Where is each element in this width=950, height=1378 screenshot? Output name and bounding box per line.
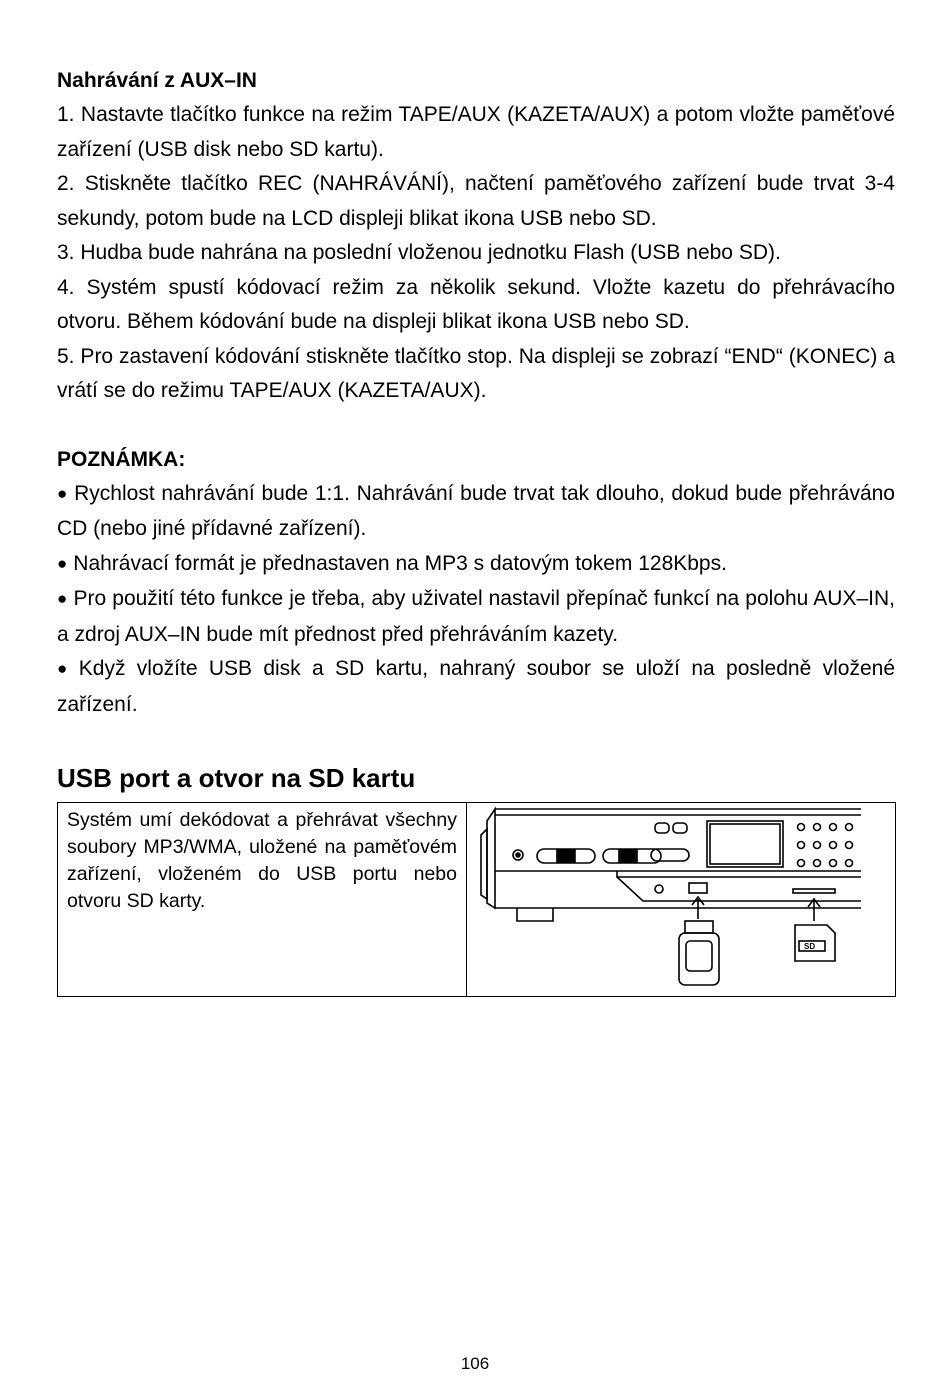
page-content (57, 64, 895, 997)
step-2: 2. Stiskněte tlačítko REC (NAHRÁVÁNÍ), načtení paměťového zařízení bude trvat 3-4 sekundy, potom bude na LCD displeji blikat ikona USB nebo SD. (57, 172, 895, 230)
usb-section-heading: USB port a otvor na SD kartu (57, 763, 416, 793)
step-4: 4. Systém spustí kódovací režim za několik sekund. Vložte kazetu do přehrávacího otvoru. Během kódování bude na displeji blikat ikona USB nebo SD. (57, 275, 895, 333)
usb-description-cell (58, 803, 467, 997)
usb-info-table (57, 802, 896, 997)
page-number: 106 (460, 1354, 490, 1373)
note-heading: POZNÁMKA: (57, 447, 186, 471)
step-5: 5. Pro zastavení kódování stiskněte tlačítko stop. Na displeji se zobrazí “END“ (KONEC) a vrátí se do režimu TAPE/AUX (KAZETA/AUX). (57, 344, 895, 402)
note-bullet-3: ● Pro použití této funkce je třeba, aby uživatel nastavil přepínač funkcí na polohu AUX–IN, a zdroj AUX–IN bude mít přednost před přehráváním kazety. (57, 582, 895, 652)
step-3: 3. Hudba bude nahrána na poslední vloženou jednotku Flash (USB nebo SD). (57, 241, 781, 264)
sd-card-label: SD (804, 942, 816, 951)
note-bullet-2: ● Nahrávací formát je přednastaven na MP3 s datovým tokem 128Kbps. (57, 547, 895, 583)
note-bullet-1: ● Rychlost nahrávání bude 1:1. Nahrávání bude trvat tak dlouho, dokud bude přehráváno CD (nebo jiné přídavné zařízení). (57, 477, 895, 547)
note-bullet-4: ● Když vložíte USB disk a SD kartu, nahraný soubor se uloží na posledně vložené zařízení. (57, 652, 895, 722)
usb-description: Systém umí dekódovat a přehrávat všechny soubory MP3/WMA, uložené na paměťovém zařízení, vloženém do USB portu nebo otvoru SD karty. (67, 809, 457, 912)
step-1: 1. Nastavte tlačítko funkce na režim TAPE/AUX (KAZETA/AUX) a potom vložte paměťové zařízení (USB disk nebo SD kartu). (57, 103, 895, 161)
device-front-panel-illustration (467, 803, 895, 991)
device-illustration-cell (467, 803, 896, 997)
section-heading-aux-in: Nahrávání z AUX–IN (57, 69, 257, 92)
